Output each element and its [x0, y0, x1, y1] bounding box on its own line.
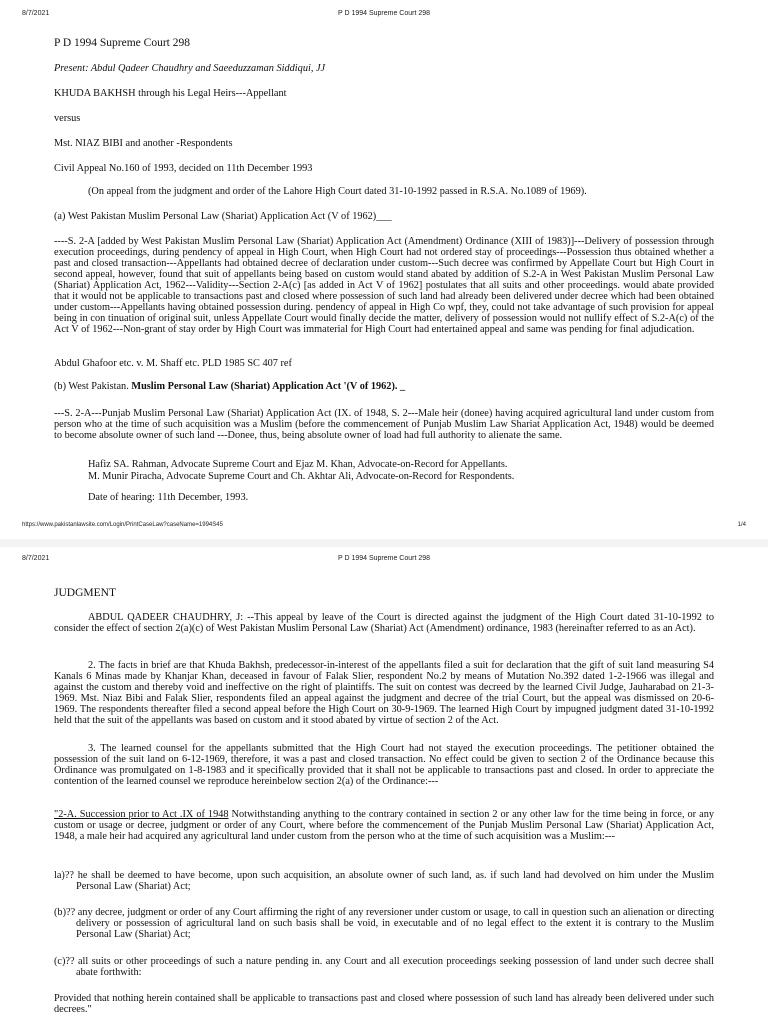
headnote-b-text: ---S. 2-A---Punjab Muslim Personal Law (Shariat) Application Act (IX. of 1948, S. 2---Male heir (donee) having acquired agricultural land under custom from person who at the time of such acquisition was a Muslim (before the commencement of Punjab Muslim Law Shariat Application Act, 1948) would be deemed to become absolute owner of such land ---Donee, thus, being absolute owner of load had full authority to alienate the same. — [54, 408, 714, 441]
citation: P D 1994 Supreme Court 298 — [54, 37, 190, 49]
clause-b: (b)?? any decree, judgment or order of any Court affirming the right of any reversioner under custom or usage, to call in question such an alienation or directing delivery or possession of agricultural land on such basis shall be void, in executable and of no legal effect to the extent it is contrary to the Muslim Personal Law (Shariat) Act; — [54, 907, 714, 940]
headnote-b-prefix: (b) West Pakistan. — [54, 381, 129, 392]
headnote-b-act-name: Muslim Personal Law (Shariat) Application Act '(V of 1962). _ — [131, 381, 406, 392]
footer-page-number: 1/4 — [737, 522, 746, 528]
versus: versus — [54, 113, 81, 124]
section-2a-text: Notwithstanding anything to the contrary contained in section 2 or any other law for the time being in force, or any custom or usage or decree, judgment or order of any Court, where before the commencement of the Punjab Muslim Personal Law (Shariat) Application Act, 1948, a male heir had acquired any agricultural land under custom from the person who at the time of such acquisition was a Muslim:--- — [54, 809, 714, 842]
clause-c: (c)?? all suits or other proceedings of such a nature pending in. any Court and all execution proceedings seeking possession of land under such decree shall abate forthwith: — [54, 956, 714, 978]
print-title: P D 1994 Supreme Court 298 — [337, 555, 431, 562]
respondents: Mst. NIAZ BIBI and another -Respondents — [54, 138, 233, 149]
judgment-para-3: 3. The learned counsel for the appellants submitted that the High Court had not stayed the execution proceedings. The petitioner obtained the possession of the suit land on 6-12-1969, therefore, it was a past and closed transaction. No effect could be given to section 2 of the Ordinance because this Ordinance was promulgated on 1-8-1983 and it specifically provided that it shall not be applicable to transactions past and closed. In order to appreciate the contention of the learned counsel we reproduce hereinbelow section 2(a) of the Ordinance:--- — [54, 743, 714, 787]
bench: Present: Abdul Qadeer Chaudhry and Saeeduzzaman Siddiqui, JJ — [54, 63, 326, 74]
judgment-para-1: ABDUL QADEER CHAUDHRY, J: --This appeal by leave of the Court is directed against the judgment of the High Court dated 31-10-1992 to consider the effect of section 2(a)(c) of West Pakistan Muslim Personal Law (Shariat) Act (Amendment) ordinance, 1983 (hereinafter referred to as an Act). — [54, 612, 714, 634]
proviso: Provided that nothing herein contained shall be applicable to transactions past and closed where possession of such land has already been delivered under such decrees." — [54, 993, 714, 1015]
judgment-para-2: 2. The facts in brief are that Khuda Bakhsh, predecessor-in-interest of the appellants filed a suit for declaration that the gift of suit land measuring S4 Kanals 6 Minas made by Khanjar Khan, deceased in favour of Falak Slier, respondent No.2 by means of Mutation No.392 dated 1-2-1966 was illegal and against the custom and thereby void and ineffective on the right of plaintiffs. The suit on contest was decreed by the learned Civil Judge, Jauharabad on 21-3-1969. Mst. Niaz Bibi and Falak Slier, respondents filed an appeal against the judgment and decree of the trial Court, but the appeal was dismissed on 20-6-1969. The respondents thereafter filed a second appeal before the High Court on 30-9-1969. The learned High Court by impugned judgment dated 31-10-1992 held that the suit of the appellants was based on custom and it stood abated by virtue of section 2 of the Act. — [54, 660, 714, 726]
counsel-respondents: M. Munir Piracha, Advocate Supreme Court and Ch. Akhtar Ali, Advocate-on-Record for Respondents. — [88, 471, 515, 482]
print-date: 8/7/2021 — [22, 555, 50, 562]
print-date: 8/7/2021 — [22, 10, 50, 17]
date-of-hearing: Date of hearing: 11th December, 1993. — [88, 492, 249, 503]
civil-appeal: Civil Appeal No.160 of 1993, decided on 11th December 1993 — [54, 163, 313, 174]
appellant: KHUDA BAKHSH through his Legal Heirs---Appellant — [54, 88, 287, 99]
print-title: P D 1994 Supreme Court 298 — [337, 10, 431, 17]
headnote-b-title — [54, 381, 714, 392]
counsel-appellants: Hafiz SA. Rahman, Advocate Supreme Court and Ejaz M. Khan, Advocate-on-Record for Appellants. — [88, 459, 508, 470]
document-page-2 — [0, 545, 768, 1024]
quoted-section-2a — [54, 809, 714, 842]
clause-a: la)?? he shall be deemed to have become, upon such acquisition, an absolute owner of such land, as. if such land had devolved on him under the Muslim Personal Law (Shariat) Act; — [54, 870, 714, 892]
judgment-heading: JUDGMENT — [54, 587, 116, 599]
on-appeal-note: (On appeal from the judgment and order of the Lahore High Court dated 31-10-1992 passed in R.S.A. No.1089 of 1969). — [88, 186, 587, 197]
footer-url[interactable]: https://www.pakistanlawsite.com/Login/PrintCaseLaw?caseName=1994S45 — [22, 522, 223, 528]
headnote-a-title: (a) West Pakistan Muslim Personal Law (Shariat) Application Act (V of 1962)___ — [54, 211, 392, 222]
headnote-a-reference: Abdul Ghafoor etc. v. M. Shaff etc. PLD 1985 SC 407 ref — [54, 358, 292, 369]
section-2a-heading-link[interactable]: "2-A. Succession prior to Act .IX of 1948 — [54, 809, 229, 820]
headnote-a-text: ----S. 2-A [added by West Pakistan Muslim Personal Law (Shariat) Application Act (Amendment) Ordinance (XIII of 1983)]---Delivery of possession through execution proceedings, during pendency of appeal in High Court, when High Court had not ordered stay of proceedings---Possession thus obtained whether a past and closed transaction---Appellants had obtained decree of declaration under custom---Such decree was confirmed by Appellate Court but High Court in second appeal, however, found that suit of appellants being based on custom would stand abated by addition of S.2-A in West Pakistan Muslim Personal Law (Shariat) Application Act, 1962---Validity---Section 2-A(c) [as added in Act V of 1962] postulates that all suits and other proceedings. would abate provided that it would not be applicable to transactions past and closed where possession of such land had already been delivered under decree which had been obtained under custom---Appellants having obtained possession during. pendency of appeal in High Co wpf, they, could not take advantage of such provision for appeal being in con tinuation of original suit, unless Appellate Court would finally decide the matter, delivery of possession would not nullify effect of S.2-A(c) of the Act V of 1962---Non-grant of stay order by High Court was immaterial for High Court had entertained appeal and same was pending for final adjudication. — [54, 236, 714, 335]
